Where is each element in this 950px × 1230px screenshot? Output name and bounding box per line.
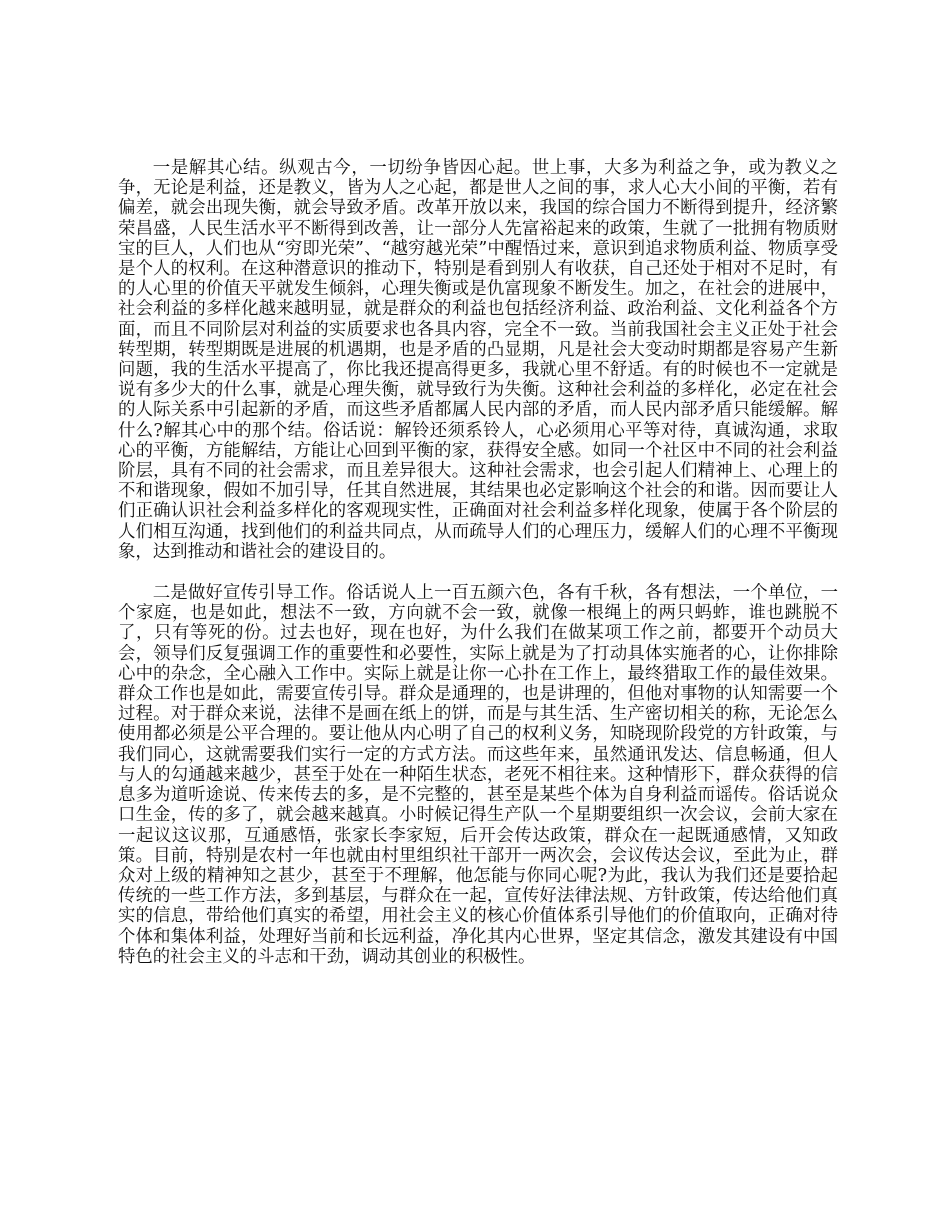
- paragraph-1: 一是解其心结。纵观古今，一切纷争皆因心起。世上事，大多为利益之争，或为教义之争，无论是利益，还是教义，皆为人之心起，都是世人之间的事，求人心大小间的平衡，若有偏差，就会出现失衡，就会导致矛盾。改革开放以来，我国的综合国力不断得到提升，经济繁荣昌盛，人民生活水平不断得到改善，让一部分人先富裕起来的政策，生就了一批拥有物质财宝的巨人，人们也从“穷即光荣”、“越穷越光荣”中醒悟过来，意识到追求物质利益、物质享受是个人的权利。在这种潜意识的推动下，特别是看到别人有收获，自己还处于相对不足时，有的人心里的价值天平就发生倾斜，心理失衡或是仇富现象不断发生。加之，在社会的进展中，社会利益的多样化越来越明显，就是群众的利益也包括经济利益、政治利益、文化利益各个方面，而且不同阶层对利益的实质要求也各具内容，完全不一致。当前我国社会主义正处于社会转型期，转型期既是进展的机遇期，也是矛盾的凸显期，凡是社会大变动时期都是容易产生新问题，我的生活水平提高了，你比我还提高得更多，我就心里不舒适。有的时候也不一定就是说有多少大的什么事，就是心理失衡，就导致行为失衡。这种社会利益的多样化，必定在社会的人际关系中引起新的矛盾，而这些矛盾都属人民内部的矛盾，而人民内部矛盾只能缓解。解什么?解其心中的那个结。俗话说：解铃还须系铃人，心必须用心平等对待，真诚沟通，求取心的平衡，方能解结，方能让心回到平衡的家，获得安全感。如同一个社区中不同的社会利益阶层，具有不同的社会需求，而且差异很大。这种社会需求，也会引起人们精神上、心理上的不和谐现象，假如不加引导，任其自然进展，其结果也必定影响这个社会的和谐。因而要让人们正确认识社会利益多样化的客观现实性，正确面对社会利益多样化现象，使属于各个阶层的人们相互沟通，找到他们的利益共同点，从而疏导人们的心理压力，缓解人们的心理不平衡现象，达到推动和谐社会的建设目的。: [118, 158, 838, 562]
- document-body: [118, 158, 838, 967]
- paragraph-2: 二是做好宣传引导工作。俗话说人上一百五颜六色，各有千秋，各有想法，一个单位，一个家庭，也是如此，想法不一致，方向就不会一致，就像一根绳上的两只蚂蚱，谁也跳脱不了，只有等死的份。过去也好，现在也好，为什么我们在做某项工作之前，都要开个动员大会，领导们反复强调工作的重要性和必要性，实际上就是为了打动具体实施者的心，让你排除心中的杂念，全心融入工作中。实际上就是让你一心扑在工作上，最终猎取工作的最佳效果。群众工作也是如此，需要宣传引导。群众是通理的，也是讲理的，但他对事物的认知需要一个过程。对于群众来说，法律不是画在纸上的饼，而是与其生活、生产密切相关的称，无论怎么使用都必须是公平合理的。要让他从内心明了自己的权利义务，知晓现阶段党的方针政策，与我们同心，这就需要我们实行一定的方式方法。而这些年来，虽然通讯发达、信息畅通，但人与人的勾通越来越少，甚至于处在一种陌生状态，老死不相往来。这种情形下，群众获得的信息多为道听途说、传来传去的多，是不完整的，甚至是某些个体为自身利益而谣传。俗话说众口生金，传的多了，就会越来越真。小时候记得生产队一个星期要组织一次会议，会前大家在一起议这议那，互通感悟，张家长李家短，后开会传达政策，群众在一起既通感情，又知政策。目前，特别是农村一年也就由村里组织社干部开一两次会，会议传达会议，至此为止，群众对上级的精神知之甚少，甚至于不理解，他怎能与你同心呢?为此，我认为我们还是要拾起传统的一些工作方法，多到基层，与群众在一起，宣传好法律法规、方针政策，传达给他们真实的信息，带给他们真实的希望，用社会主义的核心价值体系引导他们的价值取向，正确对待个体和集体利益，处理好当前和长远利益，净化其内心世界，坚定其信念，激发其建设有中国特色的社会主义的斗志和干劲，调动其创业的积极性。: [118, 583, 838, 967]
